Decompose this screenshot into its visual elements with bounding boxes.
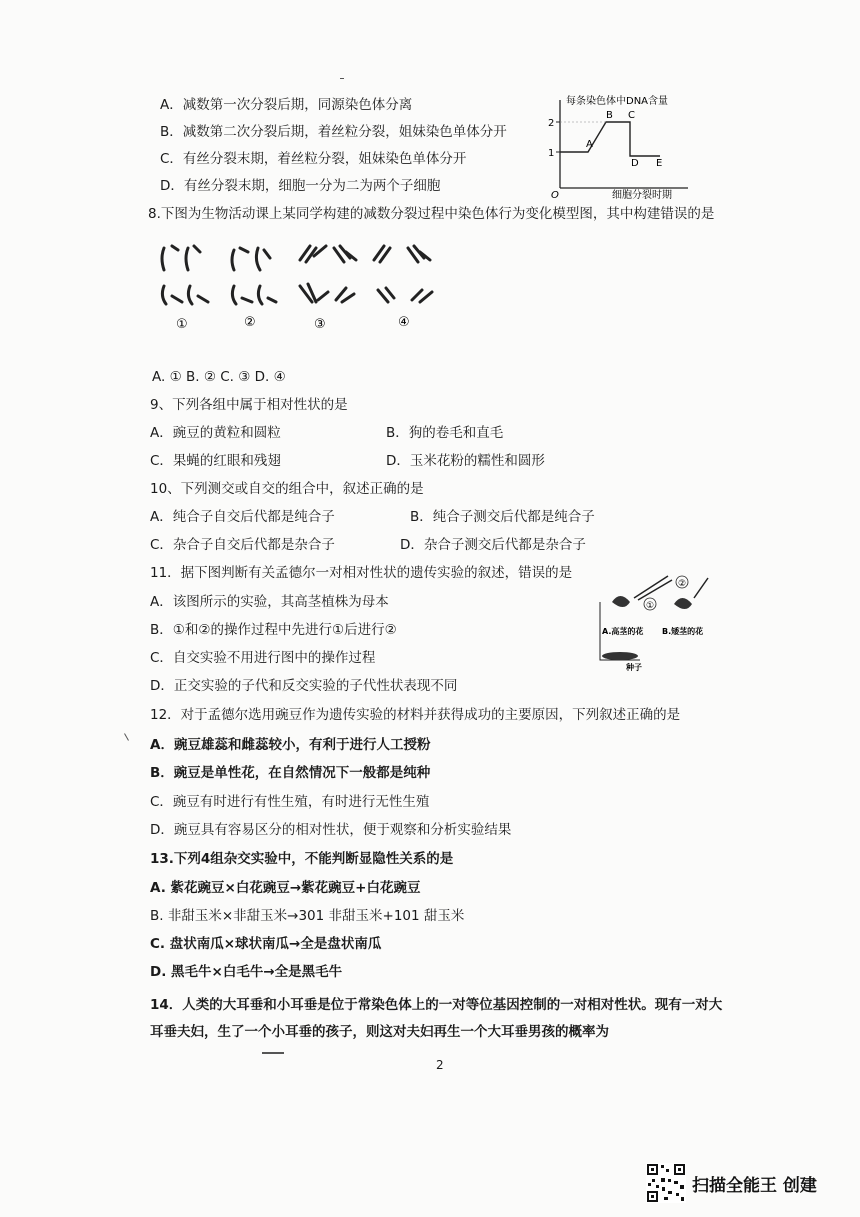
q9-stem: 9、下列各组中属于相对性状的是 [150, 397, 348, 413]
step-label-2: ② [678, 579, 687, 589]
dna-graph-svg [548, 92, 698, 202]
graph-point-e: E [656, 158, 663, 169]
q12-option-d: D．豌豆具有容易区分的相对性状，便于观察和分析实验结果 [150, 822, 512, 838]
q13-option-d: D. 黑毛牛×白毛牛→全是黑毛牛 [150, 964, 343, 980]
scan-speck [124, 733, 129, 740]
page-number: 2 [436, 1058, 444, 1072]
chromosome-model-svg [150, 236, 450, 336]
pollination-svg [590, 572, 720, 672]
scan-speck [262, 1052, 284, 1054]
dna-content-graph [548, 92, 698, 202]
model-3-chromosomes [300, 246, 356, 302]
q14-line-2: 耳垂夫妇，生了一个小耳垂的孩子，则这对夫妇再生一个大耳垂男孩的概率为 [150, 1024, 609, 1040]
scan-speck [340, 78, 344, 79]
model-2-chromosomes [232, 248, 276, 304]
seed-pod-icon [602, 652, 638, 660]
graph-ytick-1: 1 [548, 148, 555, 159]
q12-stem: 12．对于孟德尔选用豌豆作为遗传实验的材料并获得成功的主要原因，下列叙述正确的是 [150, 707, 681, 723]
watermark-text: 扫描全能王 创建 [692, 1176, 817, 1196]
pollination-figure [590, 572, 720, 672]
q11-stem: 11．据下图判断有关孟德尔一对相对性状的遗传实验的叙述，错误的是 [150, 565, 573, 581]
graph-point-d: D [631, 158, 639, 169]
graph-origin: O [551, 190, 559, 201]
q14-line-1: 14．人类的大耳垂和小耳垂是位于常染色体上的一对等位基因控制的一对相对性状。现有一对大 [150, 997, 723, 1013]
q13-option-b: B. 非甜玉米×非甜玉米→301 非甜玉米+101 甜玉米 [150, 908, 465, 924]
q7-option-b: B．减数第二次分裂后期，着丝粒分裂，姐妹染色单体分开 [160, 124, 507, 140]
chromosome-model-figure [150, 236, 450, 336]
model-label-1: ① [176, 317, 188, 332]
q12-option-b: B．豌豆是单性花，在自然情况下一般都是纯种 [150, 765, 431, 781]
q11-option-b: B．①和②的操作过程中先进行①后进行② [150, 622, 397, 638]
short-flower-label: B.矮茎的花 [662, 627, 704, 636]
graph-xlabel: 细胞分裂时期 [612, 190, 672, 201]
q13-option-c: C. 盘状南瓜×球状南瓜→全是盘状南瓜 [150, 936, 382, 952]
graph-ytick-2: 2 [548, 118, 555, 129]
dna-curve [560, 122, 660, 156]
graph-point-c: C [628, 110, 635, 121]
graph-point-a: A [586, 139, 593, 150]
graph-point-b: B [606, 110, 613, 121]
q10-option-c: C．杂合子自交后代都是杂合子 [150, 537, 335, 553]
q11-option-c: C．自交实验不用进行图中的操作过程 [150, 650, 376, 666]
q8-options: A. ① B. ② C. ③ D. ④ [152, 369, 286, 385]
qr-code-icon [646, 1163, 686, 1203]
q13-option-a: A. 紫花豌豆×白花豌豆→紫花豌豆+白花豌豆 [150, 880, 421, 896]
model-label-3: ③ [314, 317, 326, 332]
q11-option-a: A．该图所示的实验，其高茎植株为母本 [150, 594, 389, 610]
model-label-2: ② [244, 315, 256, 330]
q9-option-d: D．玉米花粉的糯性和圆形 [386, 453, 545, 469]
tall-flower-label: A.高茎的花 [602, 627, 644, 636]
model-4-chromosomes [374, 246, 432, 302]
q13-stem: 13.下列4组杂交实验中，不能判断显隐性关系的是 [150, 851, 454, 867]
model-label-4: ④ [398, 315, 410, 330]
q9-option-c: C．果蝇的红眼和残翅 [150, 453, 281, 469]
q10-option-a: A．纯合子自交后代都是纯合子 [150, 509, 335, 525]
forceps2-line [694, 578, 708, 598]
q12-option-a: A．豌豆雄蕊和雌蕊较小，有利于进行人工授粉 [150, 737, 431, 753]
q8-stem: 8.下图为生物活动课上某同学构建的减数分裂过程中染色体行为变化模型图，其中构建错误的是 [148, 206, 715, 222]
short-flower-icon [674, 598, 692, 609]
forceps-line [634, 576, 668, 598]
model-1-chromosomes [162, 246, 208, 304]
q10-stem: 10、下列测交或自交的组合中，叙述正确的是 [150, 481, 424, 497]
q9-option-b: B．狗的卷毛和直毛 [386, 425, 504, 441]
q12-option-c: C．豌豆有时进行有性生殖，有时进行无性生殖 [150, 794, 430, 810]
brush-line [638, 580, 672, 600]
q7-option-d: D．有丝分裂末期，细胞一分为二为两个子细胞 [160, 178, 441, 194]
step-label-1: ① [646, 601, 655, 611]
graph-ylabel: 每条染色体中DNA含量 [566, 96, 669, 107]
q10-option-b: B．纯合子测交后代都是纯合子 [410, 509, 595, 525]
tall-flower-icon [612, 596, 630, 607]
q10-option-d: D．杂合子测交后代都是杂合子 [400, 537, 586, 553]
q7-option-c: C．有丝分裂末期，着丝粒分裂，姐妹染色单体分开 [160, 151, 467, 167]
q7-option-a: A．减数第一次分裂后期，同源染色体分离 [160, 97, 413, 113]
seed-label: 种子 [626, 663, 642, 672]
q11-option-d: D．正交实验的子代和反交实验的子代性状表现不同 [150, 678, 458, 694]
scanner-watermark [646, 1163, 846, 1205]
q9-option-a: A．豌豆的黄粒和圆粒 [150, 425, 281, 441]
